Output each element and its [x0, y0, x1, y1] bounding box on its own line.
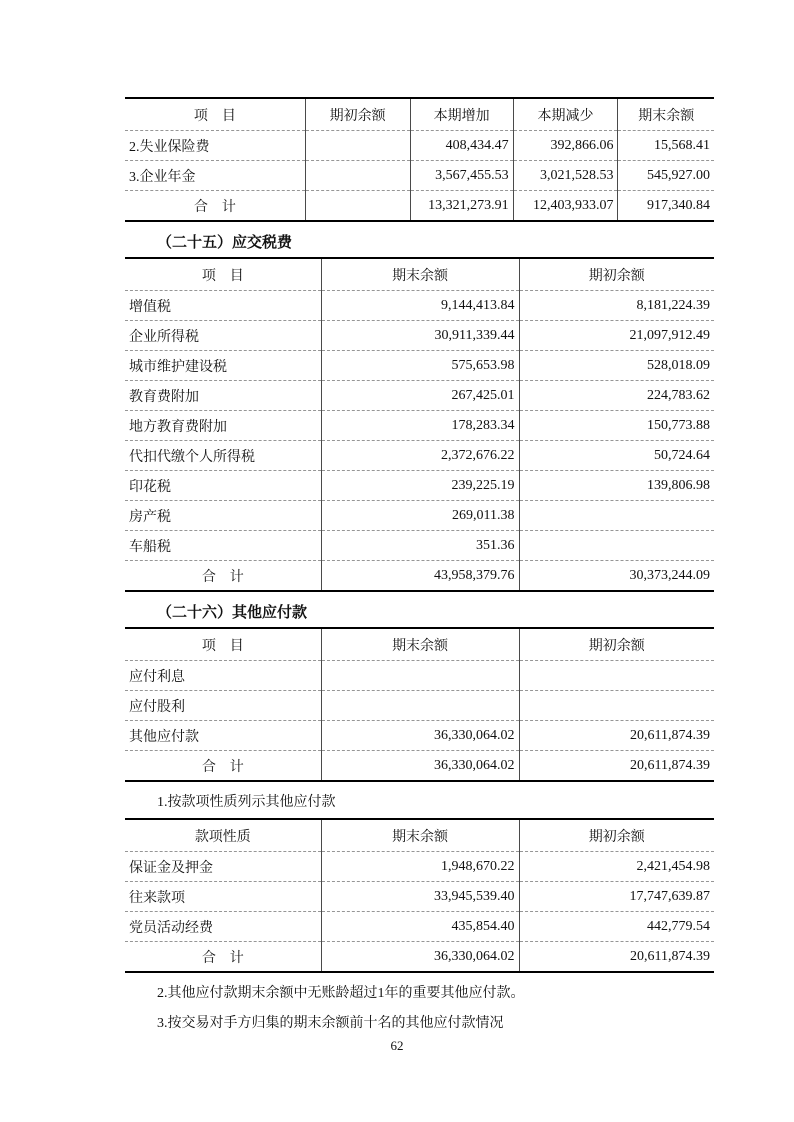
column-header: 期末余额	[321, 628, 519, 661]
table-row	[125, 852, 714, 882]
table-row	[125, 501, 714, 531]
cell-value: 178,283.34	[321, 411, 519, 441]
column-header: 本期增加	[410, 98, 513, 131]
table-row	[125, 721, 714, 751]
cell-value: 50,724.64	[519, 441, 714, 471]
column-header: 期末余额	[321, 258, 519, 291]
column-header: 项 目	[193, 108, 236, 124]
page-number: 62	[390, 1038, 404, 1053]
total-row	[125, 561, 714, 592]
total-row	[125, 751, 714, 782]
cell-value: 21,097,912.49	[519, 321, 714, 351]
cell-value: 224,783.62	[519, 381, 714, 411]
row-label: 印花税	[125, 471, 321, 501]
table-other-payables	[125, 627, 714, 782]
cell-value: 435,854.40	[321, 912, 519, 942]
cell-value: 150,773.88	[519, 411, 714, 441]
cell-value: 12,403,933.07	[513, 191, 618, 222]
table-row	[125, 131, 714, 161]
cell-value	[519, 531, 714, 561]
row-label: 代扣代缴个人所得税	[125, 441, 321, 471]
table-row	[125, 291, 714, 321]
row-label: 应付利息	[125, 661, 321, 691]
table-row	[125, 471, 714, 501]
header-row	[125, 98, 714, 131]
cell-value: 3,567,455.53	[410, 161, 513, 191]
cell-value: 17,747,639.87	[519, 882, 714, 912]
cell-value: 917,340.84	[618, 191, 714, 222]
row-label: 城市维护建设税	[125, 351, 321, 381]
table-row	[125, 882, 714, 912]
table-taxes-payable	[125, 257, 714, 592]
cell-value: 392,866.06	[513, 131, 618, 161]
row-label: 应付股利	[125, 691, 321, 721]
cell-value: 9,144,413.84	[321, 291, 519, 321]
cell-value: 545,927.00	[618, 161, 714, 191]
column-header: 期初余额	[519, 819, 714, 852]
table-row	[125, 381, 714, 411]
row-label: 合 计	[125, 751, 321, 782]
note-aging: 2.其他应付款期末余额中无账龄超过1年的重要其他应付款。	[157, 986, 525, 1001]
cell-value: 351.36	[321, 531, 519, 561]
cell-value: 139,806.98	[519, 471, 714, 501]
column-header: 期末余额	[618, 98, 714, 131]
cell-value: 36,330,064.02	[321, 942, 519, 973]
cell-value: 408,434.47	[410, 131, 513, 161]
table-social-insurance-continuation	[125, 97, 714, 222]
column-header: 本期减少	[513, 98, 618, 131]
row-label: 往来款项	[125, 882, 321, 912]
cell-value: 2,372,676.22	[321, 441, 519, 471]
row-label: 车船税	[125, 531, 321, 561]
row-label: 2.失业保险费	[125, 131, 305, 161]
row-label: 其他应付款	[125, 721, 321, 751]
row-label: 合 计	[125, 561, 321, 592]
row-label: 保证金及押金	[125, 852, 321, 882]
cell-value: 33,945,539.40	[321, 882, 519, 912]
row-label: 房产税	[125, 501, 321, 531]
cell-value	[519, 501, 714, 531]
cell-value	[305, 161, 410, 191]
cell-value: 20,611,874.39	[519, 751, 714, 782]
column-header: 项 目	[201, 638, 244, 654]
table-other-payables-by-nature	[125, 818, 714, 973]
header-row	[125, 819, 714, 852]
cell-value: 3,021,528.53	[513, 161, 618, 191]
cell-value	[321, 661, 519, 691]
row-label: 党员活动经费	[125, 912, 321, 942]
cell-value: 20,611,874.39	[519, 942, 714, 973]
cell-value: 15,568.41	[618, 131, 714, 161]
cell-value: 36,330,064.02	[321, 721, 519, 751]
section-title-other-payables: （二十六）其他应付款	[157, 605, 308, 621]
cell-value	[321, 691, 519, 721]
row-label: 地方教育费附加	[125, 411, 321, 441]
cell-value: 442,779.54	[519, 912, 714, 942]
header-row	[125, 628, 714, 661]
total-row	[125, 191, 714, 222]
table-row	[125, 531, 714, 561]
table-row	[125, 351, 714, 381]
cell-value: 269,011.38	[321, 501, 519, 531]
header-row	[125, 258, 714, 291]
cell-value: 239,225.19	[321, 471, 519, 501]
column-header: 期初余额	[519, 628, 714, 661]
cell-value: 43,958,379.76	[321, 561, 519, 592]
cell-value	[519, 661, 714, 691]
cell-value: 30,373,244.09	[519, 561, 714, 592]
cell-value: 2,421,454.98	[519, 852, 714, 882]
column-header: 款项性质	[194, 829, 251, 845]
cell-value: 8,181,224.39	[519, 291, 714, 321]
column-header: 项 目	[201, 268, 244, 284]
note-by-nature: 1.按款项性质列示其他应付款	[157, 795, 336, 810]
row-label: 合 计	[125, 942, 321, 973]
cell-value: 575,653.98	[321, 351, 519, 381]
table-row	[125, 912, 714, 942]
row-label: 企业所得税	[125, 321, 321, 351]
cell-value: 20,611,874.39	[519, 721, 714, 751]
cell-value: 1,948,670.22	[321, 852, 519, 882]
section-title-taxes-payable: （二十五）应交税费	[157, 235, 293, 251]
column-header: 期初余额	[519, 258, 714, 291]
table-row	[125, 691, 714, 721]
cell-value: 528,018.09	[519, 351, 714, 381]
row-label: 3.企业年金	[125, 161, 305, 191]
total-row	[125, 942, 714, 973]
table-row	[125, 661, 714, 691]
cell-value	[305, 191, 410, 222]
row-label: 教育费附加	[125, 381, 321, 411]
cell-value: 30,911,339.44	[321, 321, 519, 351]
column-header: 期末余额	[321, 819, 519, 852]
note-top-ten: 3.按交易对手方归集的期末余额前十名的其他应付款情况	[157, 1016, 504, 1031]
table-row	[125, 321, 714, 351]
table-row	[125, 411, 714, 441]
cell-value: 267,425.01	[321, 381, 519, 411]
cell-value: 36,330,064.02	[321, 751, 519, 782]
row-label: 增值税	[125, 291, 321, 321]
table-row	[125, 441, 714, 471]
column-header: 期初余额	[305, 98, 410, 131]
cell-value	[519, 691, 714, 721]
cell-value: 13,321,273.91	[410, 191, 513, 222]
cell-value	[305, 131, 410, 161]
table-row	[125, 161, 714, 191]
row-label: 合 计	[125, 191, 305, 222]
